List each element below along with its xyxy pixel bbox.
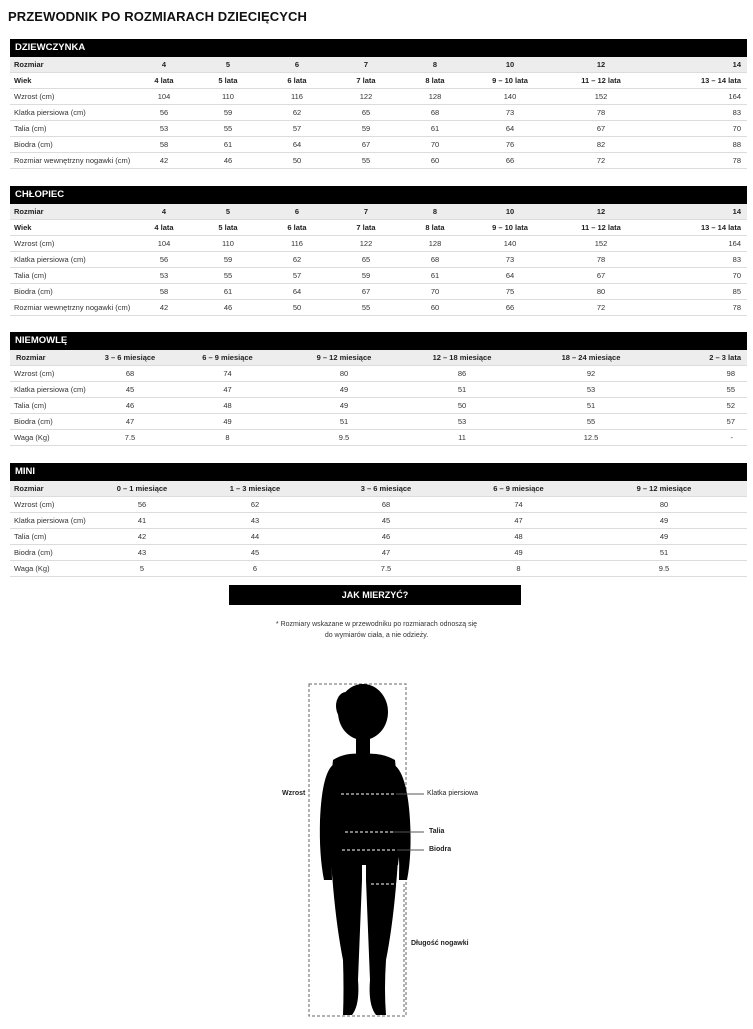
size-cell: 6	[263, 204, 331, 220]
value-cell: 59	[193, 105, 263, 121]
value-cell: 44	[194, 529, 316, 545]
value-cell: 67	[331, 137, 401, 153]
age-cell: 4 lata	[135, 220, 193, 236]
row-label: Talia (cm)	[10, 268, 135, 284]
child-silhouette-illustration	[0, 660, 753, 1024]
size-cell: 4	[135, 204, 193, 220]
value-cell: -	[661, 430, 747, 446]
age-cell: 4 lata	[135, 73, 193, 89]
value-cell: 49	[581, 513, 747, 529]
value-cell: 98	[661, 366, 747, 382]
row-label: Waga (Kg)	[10, 561, 90, 577]
table-row	[10, 545, 747, 561]
size-cell: 10	[469, 204, 551, 220]
age-cell: 11 – 12 lata	[551, 73, 651, 89]
child-silhouette	[320, 684, 411, 1015]
age-cell: 7 lata	[331, 220, 401, 236]
value-cell: 49	[581, 529, 747, 545]
value-cell: 83	[651, 105, 747, 121]
size-cell: 1 – 3 miesiące	[194, 481, 316, 497]
value-cell: 43	[194, 513, 316, 529]
value-cell: 67	[331, 284, 401, 300]
value-cell: 80	[581, 497, 747, 513]
size-cell: 9 – 12 miesiące	[581, 481, 747, 497]
boy-heading: CHŁOPIEC	[10, 186, 747, 204]
boy-size-row	[10, 204, 747, 220]
infant-section	[10, 332, 747, 446]
size-cell: 6 – 9 miesiące	[170, 350, 285, 366]
girl-size-row	[10, 57, 747, 73]
table-row	[10, 513, 747, 529]
value-cell: 61	[401, 268, 469, 284]
disclaimer-line-1: * Rozmiary wskazane w przewodniku po rozmiarach odnoszą się	[275, 621, 478, 628]
value-cell: 53	[521, 382, 661, 398]
value-cell: 67	[551, 121, 651, 137]
value-cell: 53	[135, 121, 193, 137]
value-cell: 73	[469, 252, 551, 268]
value-cell: 104	[135, 236, 193, 252]
value-cell: 82	[551, 137, 651, 153]
hips-label: Biodra	[429, 846, 452, 853]
value-cell: 140	[469, 89, 551, 105]
girl-size-table	[10, 57, 747, 169]
table-row	[10, 153, 747, 169]
value-cell: 110	[193, 89, 263, 105]
age-cell: 9 – 10 lata	[469, 220, 551, 236]
value-cell: 68	[90, 366, 170, 382]
value-cell: 5	[90, 561, 194, 577]
value-cell: 60	[401, 300, 469, 316]
value-cell: 51	[581, 545, 747, 561]
value-cell: 60	[401, 153, 469, 169]
size-cell: 6	[263, 57, 331, 73]
size-header-label: Rozmiar	[10, 481, 90, 497]
age-cell: 9 – 10 lata	[469, 73, 551, 89]
value-cell: 110	[193, 236, 263, 252]
table-row	[10, 137, 747, 153]
value-cell: 55	[521, 414, 661, 430]
value-cell: 152	[551, 236, 651, 252]
value-cell: 74	[170, 366, 285, 382]
age-cell: 8 lata	[401, 73, 469, 89]
value-cell: 80	[551, 284, 651, 300]
row-label: Klatka piersiowa (cm)	[10, 382, 90, 398]
value-cell: 70	[401, 137, 469, 153]
value-cell: 80	[285, 366, 403, 382]
value-cell: 74	[456, 497, 581, 513]
age-cell: 5 lata	[193, 220, 263, 236]
infant-heading: NIEMOWLĘ	[10, 332, 747, 350]
value-cell: 42	[90, 529, 194, 545]
mini-size-table	[10, 481, 747, 577]
value-cell: 73	[469, 105, 551, 121]
value-cell: 56	[90, 497, 194, 513]
value-cell: 43	[90, 545, 194, 561]
value-cell: 8	[170, 430, 285, 446]
value-cell: 46	[193, 153, 263, 169]
size-cell: 0 – 1 miesiące	[90, 481, 194, 497]
table-row	[10, 382, 747, 398]
disclaimer-line-2: do wymiarów ciała, a nie odzieży.	[324, 632, 429, 639]
value-cell: 68	[316, 497, 456, 513]
table-row	[10, 529, 747, 545]
value-cell: 70	[401, 284, 469, 300]
size-cell: 8	[401, 57, 469, 73]
value-cell: 61	[401, 121, 469, 137]
size-cell: 2 – 3 lata	[661, 350, 747, 366]
age-cell: 8 lata	[401, 220, 469, 236]
mini-section	[10, 463, 747, 577]
girl-section	[10, 39, 747, 169]
value-cell: 48	[456, 529, 581, 545]
table-row	[10, 398, 747, 414]
value-cell: 140	[469, 236, 551, 252]
table-row	[10, 252, 747, 268]
size-cell: 3 – 6 miesiące	[90, 350, 170, 366]
value-cell: 56	[135, 252, 193, 268]
value-cell: 78	[551, 105, 651, 121]
table-row	[10, 300, 747, 316]
page-title: PRZEWODNIK PO ROZMIARACH DZIECIĘCYCH	[8, 9, 307, 24]
table-row	[10, 121, 747, 137]
value-cell: 58	[135, 137, 193, 153]
value-cell: 57	[263, 121, 331, 137]
age-cell: 13 – 14 lata	[651, 73, 747, 89]
table-row	[10, 268, 747, 284]
row-label: Talia (cm)	[10, 121, 135, 137]
size-cell: 12	[551, 204, 651, 220]
value-cell: 8	[456, 561, 581, 577]
value-cell: 122	[331, 236, 401, 252]
age-label: Wiek	[10, 220, 135, 236]
table-row	[10, 284, 747, 300]
value-cell: 58	[135, 284, 193, 300]
size-cell: 4	[135, 57, 193, 73]
value-cell: 50	[263, 300, 331, 316]
value-cell: 62	[194, 497, 316, 513]
row-label: Waga (Kg)	[10, 430, 90, 446]
table-row	[10, 105, 747, 121]
table-row	[10, 236, 747, 252]
value-cell: 59	[331, 268, 401, 284]
value-cell: 49	[170, 414, 285, 430]
row-label: Wzrost (cm)	[10, 236, 135, 252]
boy-age-row	[10, 220, 747, 236]
table-row	[10, 414, 747, 430]
size-cell: 12	[551, 57, 651, 73]
value-cell: 66	[469, 153, 551, 169]
value-cell: 70	[651, 268, 747, 284]
value-cell: 51	[285, 414, 403, 430]
row-label: Biodra (cm)	[10, 137, 135, 153]
table-row	[10, 89, 747, 105]
value-cell: 46	[316, 529, 456, 545]
value-cell: 62	[263, 105, 331, 121]
size-cell: 14	[651, 204, 747, 220]
row-label: Talia (cm)	[10, 529, 90, 545]
row-label: Klatka piersiowa (cm)	[10, 105, 135, 121]
value-cell: 45	[90, 382, 170, 398]
value-cell: 85	[651, 284, 747, 300]
value-cell: 57	[661, 414, 747, 430]
size-cell: 7	[331, 57, 401, 73]
value-cell: 59	[193, 252, 263, 268]
value-cell: 47	[170, 382, 285, 398]
row-label: Klatka piersiowa (cm)	[10, 252, 135, 268]
value-cell: 78	[551, 252, 651, 268]
girl-age-row	[10, 73, 747, 89]
value-cell: 47	[316, 545, 456, 561]
value-cell: 70	[651, 121, 747, 137]
value-cell: 12.5	[521, 430, 661, 446]
age-cell: 6 lata	[263, 73, 331, 89]
value-cell: 62	[263, 252, 331, 268]
value-cell: 88	[651, 137, 747, 153]
value-cell: 104	[135, 89, 193, 105]
value-cell: 51	[403, 382, 521, 398]
value-cell: 67	[551, 268, 651, 284]
value-cell: 86	[403, 366, 521, 382]
value-cell: 66	[469, 300, 551, 316]
value-cell: 57	[263, 268, 331, 284]
value-cell: 9.5	[581, 561, 747, 577]
value-cell: 45	[316, 513, 456, 529]
row-label: Biodra (cm)	[10, 284, 135, 300]
chest-label: Klatka piersiowa	[427, 790, 478, 797]
value-cell: 65	[331, 105, 401, 121]
waist-label: Talia	[429, 828, 445, 835]
value-cell: 122	[331, 89, 401, 105]
row-label: Wzrost (cm)	[10, 497, 90, 513]
size-cell: 6 – 9 miesiące	[456, 481, 581, 497]
value-cell: 59	[331, 121, 401, 137]
value-cell: 56	[135, 105, 193, 121]
mini-size-row	[10, 481, 747, 497]
value-cell: 11	[403, 430, 521, 446]
value-cell: 6	[194, 561, 316, 577]
value-cell: 65	[331, 252, 401, 268]
row-label: Rozmiar wewnętrzny nogawki (cm)	[10, 300, 135, 316]
value-cell: 50	[263, 153, 331, 169]
value-cell: 61	[193, 137, 263, 153]
value-cell: 41	[90, 513, 194, 529]
value-cell: 64	[263, 137, 331, 153]
size-cell: 5	[193, 204, 263, 220]
value-cell: 68	[401, 252, 469, 268]
boy-section	[10, 186, 747, 316]
value-cell: 72	[551, 153, 651, 169]
size-cell: 8	[401, 204, 469, 220]
value-cell: 164	[651, 236, 747, 252]
measurement-figure	[0, 660, 753, 1024]
value-cell: 45	[194, 545, 316, 561]
value-cell: 7.5	[316, 561, 456, 577]
age-label: Wiek	[10, 73, 135, 89]
value-cell: 64	[469, 121, 551, 137]
value-cell: 75	[469, 284, 551, 300]
value-cell: 83	[651, 252, 747, 268]
value-cell: 46	[90, 398, 170, 414]
value-cell: 164	[651, 89, 747, 105]
value-cell: 42	[135, 153, 193, 169]
value-cell: 61	[193, 284, 263, 300]
value-cell: 7.5	[90, 430, 170, 446]
age-cell: 11 – 12 lata	[551, 220, 651, 236]
row-label: Wzrost (cm)	[10, 89, 135, 105]
size-cell: 9 – 12 miesiące	[285, 350, 403, 366]
row-label: Talia (cm)	[10, 398, 90, 414]
value-cell: 128	[401, 236, 469, 252]
value-cell: 68	[401, 105, 469, 121]
value-cell: 42	[135, 300, 193, 316]
size-cell: 10	[469, 57, 551, 73]
value-cell: 50	[403, 398, 521, 414]
value-cell: 72	[551, 300, 651, 316]
value-cell: 64	[263, 284, 331, 300]
value-cell: 46	[193, 300, 263, 316]
value-cell: 116	[263, 236, 331, 252]
age-cell: 6 lata	[263, 220, 331, 236]
value-cell: 51	[521, 398, 661, 414]
value-cell: 55	[193, 121, 263, 137]
value-cell: 52	[661, 398, 747, 414]
row-label: Biodra (cm)	[10, 545, 90, 561]
value-cell: 128	[401, 89, 469, 105]
value-cell: 47	[456, 513, 581, 529]
row-label: Wzrost (cm)	[10, 366, 90, 382]
size-cell: 7	[331, 204, 401, 220]
value-cell: 64	[469, 268, 551, 284]
height-label: Wzrost	[282, 790, 306, 797]
table-row	[10, 430, 747, 446]
inseam-label: Długość nogawki	[411, 940, 469, 947]
value-cell: 53	[135, 268, 193, 284]
size-header-label: Rozmiar	[10, 350, 90, 366]
value-cell: 47	[90, 414, 170, 430]
row-label: Rozmiar wewnętrzny nogawki (cm)	[10, 153, 135, 169]
row-label: Klatka piersiowa (cm)	[10, 513, 90, 529]
value-cell: 55	[331, 300, 401, 316]
table-row	[10, 366, 747, 382]
value-cell: 76	[469, 137, 551, 153]
value-cell: 53	[403, 414, 521, 430]
table-row	[10, 561, 747, 577]
value-cell: 55	[193, 268, 263, 284]
value-cell: 55	[661, 382, 747, 398]
value-cell: 116	[263, 89, 331, 105]
value-cell: 9.5	[285, 430, 403, 446]
how-to-measure-button[interactable]: JAK MIERZYĆ?	[229, 585, 521, 605]
size-cell: 18 – 24 miesiące	[521, 350, 661, 366]
value-cell: 78	[651, 153, 747, 169]
infant-size-row	[10, 350, 747, 366]
size-header-label: Rozmiar	[10, 57, 135, 73]
size-cell: 12 – 18 miesiące	[403, 350, 521, 366]
table-row	[10, 497, 747, 513]
value-cell: 49	[285, 398, 403, 414]
mini-heading: MINI	[10, 463, 747, 481]
infant-size-table	[10, 350, 747, 446]
value-cell: 92	[521, 366, 661, 382]
age-cell: 13 – 14 lata	[651, 220, 747, 236]
size-cell: 5	[193, 57, 263, 73]
age-cell: 5 lata	[193, 73, 263, 89]
age-cell: 7 lata	[331, 73, 401, 89]
size-cell: 3 – 6 miesiące	[316, 481, 456, 497]
value-cell: 78	[651, 300, 747, 316]
girl-heading: DZIEWCZYNKA	[10, 39, 747, 57]
size-header-label: Rozmiar	[10, 204, 135, 220]
value-cell: 49	[285, 382, 403, 398]
value-cell: 49	[456, 545, 581, 561]
value-cell: 152	[551, 89, 651, 105]
value-cell: 48	[170, 398, 285, 414]
size-cell: 14	[651, 57, 747, 73]
boy-size-table	[10, 204, 747, 316]
value-cell: 55	[331, 153, 401, 169]
row-label: Biodra (cm)	[10, 414, 90, 430]
